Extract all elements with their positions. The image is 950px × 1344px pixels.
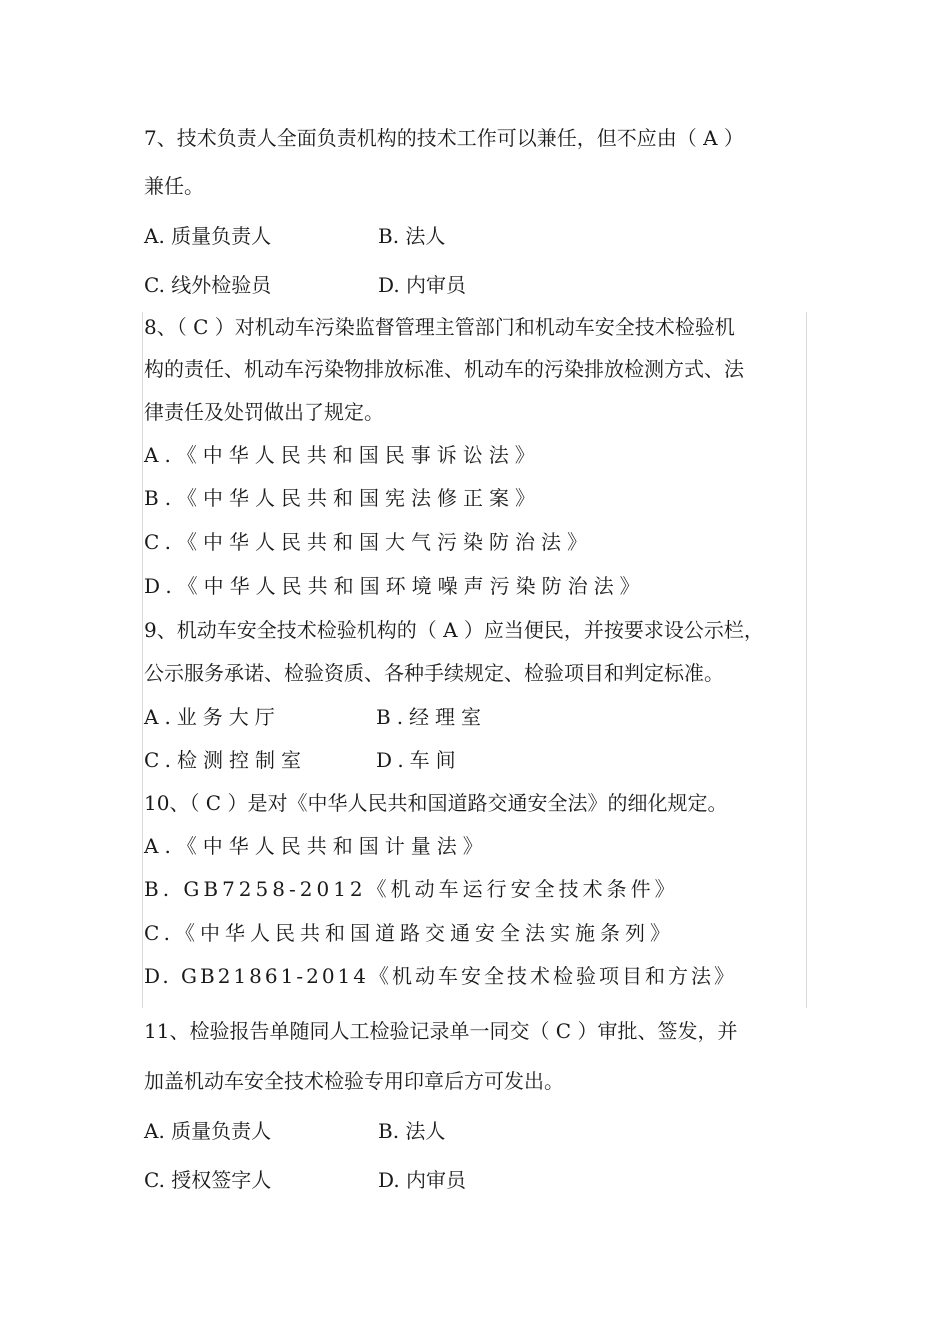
q8-option-b: B.《中华人民共和国宪法修正案》: [144, 486, 542, 510]
q8-option-a: A.《中华人民共和国民事诉讼法》: [144, 443, 541, 467]
q9-line1: 9、机动车安全技术检验机构的（ A ）应当便民，并按要求设公示栏，: [144, 618, 764, 642]
q11-option-d: D. 内审员: [378, 1168, 467, 1192]
q9-line2: 公示服务承诺、检验资质、各种手续规定、检验项目和判定标准。: [144, 661, 724, 685]
q10-line1: 10、（ C ）是对《中华人民共和国道路交通安全法》的细化规定。: [144, 791, 728, 815]
q11-line2: 加盖机动车安全技术检验专用印章后方可发出。: [144, 1069, 564, 1093]
q7-option-d: D. 内审员: [378, 273, 467, 297]
q8-line3: 律责任及处罚做出了规定。: [144, 400, 384, 424]
q11-option-a: A. 质量负责人: [144, 1119, 272, 1143]
q8-line2: 构的责任、机动车污染物排放标准、机动车的污染排放检测方式、法: [144, 357, 744, 381]
q10-option-c: C.《中华人民共和国道路交通安全法实施条列》: [144, 921, 675, 945]
q11-option-c: C. 授权签字人: [144, 1168, 272, 1192]
right-border: [806, 312, 807, 1008]
q8-option-c: C.《中华人民共和国大气污染防治法》: [144, 530, 593, 554]
q8-option-d: D.《中华人民共和国环境噪声污染防治法》: [144, 574, 646, 598]
q9-option-d: D.车间: [376, 748, 462, 772]
q7-option-c: C. 线外检验员: [144, 273, 272, 297]
q11-line1: 11、检验报告单随同人工检验记录单一同交（ C ）审批、签发，并: [144, 1019, 738, 1043]
left-border: [142, 312, 143, 1008]
q7-line1: 7、技术负责人全面负责机构的技术工作可以兼任，但不应由（ A ）: [144, 126, 744, 150]
q10-option-b: B. GB7258-2012《机动车运行安全技术条件》: [144, 877, 679, 901]
q8-line1: 8、（ C ）对机动车污染监督管理主管部门和机动车安全技术检验机: [144, 315, 735, 339]
q10-option-d: D. GB21861-2014《机动车安全技术检验项目和方法》: [144, 964, 737, 988]
q7-line2: 兼任。: [144, 174, 204, 198]
q9-option-b: B.经理室: [376, 705, 488, 729]
q9-option-a: A.业务大厅: [144, 705, 281, 729]
q9-option-c: C.检测控制室: [144, 748, 307, 772]
q7-option-a: A. 质量负责人: [144, 224, 272, 248]
q10-option-a: A.《中华人民共和国计量法》: [144, 834, 489, 858]
q7-option-b: B. 法人: [378, 224, 446, 248]
q11-option-b: B. 法人: [378, 1119, 446, 1143]
